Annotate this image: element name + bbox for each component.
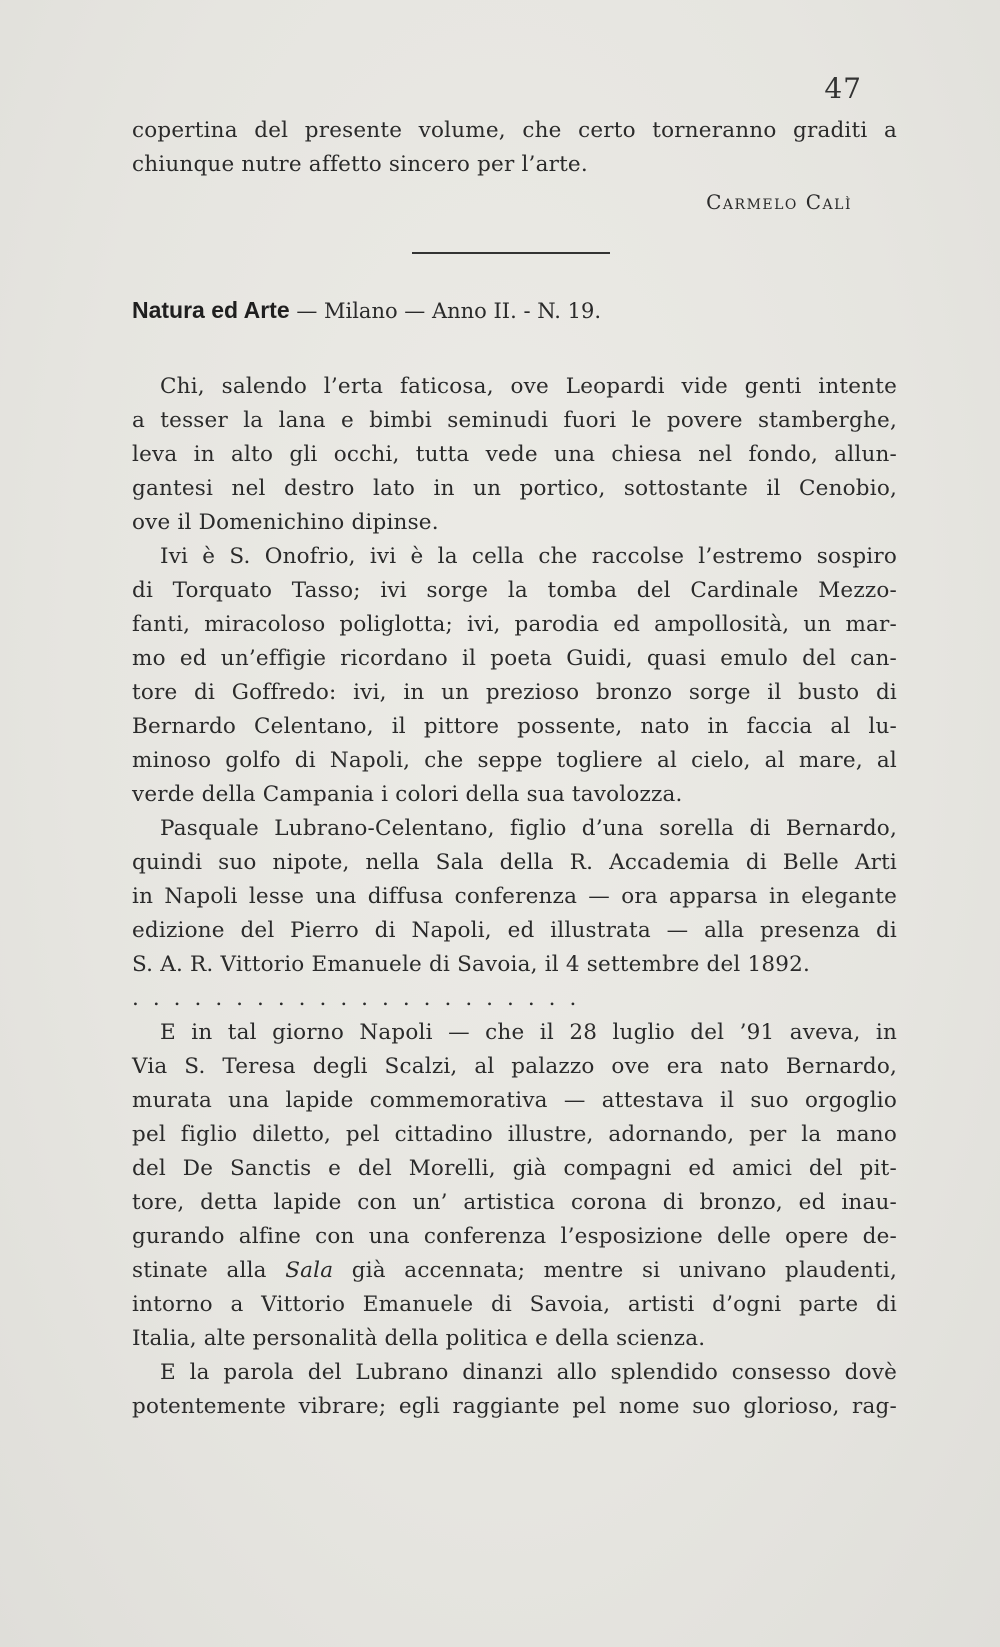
- line-segment: stinate alla: [132, 1258, 286, 1283]
- author-signature: Carmelo Calì: [706, 190, 852, 214]
- paragraph-line: ove il Domenichino dipinse.: [132, 510, 439, 535]
- paragraph-line: mo ed un’effigie ricordano il poeta Guidi, quasi emulo del can-: [132, 646, 897, 671]
- paragraph-line: intorno a Vittorio Emanuele di Savoia, artisti d’ogni parte di: [132, 1292, 897, 1317]
- intro-line: chiunque nutre affetto sincero per l’arte.: [132, 152, 588, 177]
- paragraph-line: tore, detta lapide con un’ artistica corona di bronzo, ed inau-: [132, 1190, 897, 1215]
- paragraph-line: Bernardo Celentano, il pittore possente, nato in faccia al lu-: [132, 714, 897, 739]
- journal-title: Natura ed Arte: [132, 297, 290, 323]
- paragraph-line: quindi suo nipote, nella Sala della R. Accademia di Belle Arti: [132, 850, 897, 875]
- paragraph-line: fanti, miracoloso poliglotta; ivi, parodia ed ampollosità, un mar-: [132, 612, 897, 637]
- article-body: [132, 370, 897, 1424]
- paragraph-line: del De Sanctis e del Morelli, già compagni ed amici del pit-: [132, 1156, 897, 1181]
- paragraph-line: pel figlio diletto, pel cittadino illustre, adornando, per la mano: [132, 1122, 897, 1147]
- paragraph-line: gantesi nel destro lato in un portico, sottostante il Cenobio,: [132, 476, 897, 501]
- journal-details: — Milano — Anno II. - N. 19.: [289, 299, 601, 323]
- paragraph-line: Italia, alte personalità della politica e della scienza.: [132, 1326, 706, 1351]
- intro-text: [132, 114, 897, 182]
- ellipsis-separator: ......................: [132, 986, 591, 1011]
- paragraph-line: leva in alto gli occhi, tutta vede una chiesa nel fondo, allun-: [132, 442, 897, 467]
- paragraph-line: in Napoli lesse una diffusa conferenza — ora apparsa in elegante: [132, 884, 897, 909]
- paragraph-line: S. A. R. Vittorio Emanuele di Savoia, il 4 settembre del 1892.: [132, 952, 811, 977]
- paragraph-line: murata una lapide commemorativa — attestava il suo orgoglio: [132, 1088, 897, 1113]
- section-divider: [412, 252, 610, 254]
- paragraph-line: verde della Campania i colori della sua tavolozza.: [132, 782, 683, 807]
- paragraph-line: gurando alfine con una conferenza l’esposizione delle opere de-: [132, 1224, 897, 1249]
- paragraph-line: Chi, salendo l’erta faticosa, ove Leopardi vide genti intente: [160, 374, 897, 399]
- paragraph-line: Ivi è S. Onofrio, ivi è la cella che raccolse l’estremo sospiro: [160, 544, 897, 569]
- paragraph-line: tore di Goffredo: ivi, in un prezioso bronzo sorge il busto di: [132, 680, 897, 705]
- paragraph-line: di Torquato Tasso; ivi sorge la tomba del Cardinale Mezzo-: [132, 578, 897, 603]
- source-citation: [132, 297, 601, 324]
- intro-line: copertina del presente volume, che certo torneranno graditi a: [132, 118, 897, 143]
- paragraph-line: edizione del Pierro di Napoli, ed illustrata — alla presenza di: [132, 918, 897, 943]
- paragraph-line: potentemente vibrare; egli raggiante pel nome suo glorioso, rag-: [132, 1394, 897, 1419]
- paragraph-line: Pasquale Lubrano-Celentano, figlio d’una sorella di Bernardo,: [160, 816, 897, 841]
- line-segment: già accennata; mentre si univano plaudenti,: [333, 1258, 897, 1283]
- paragraph-line: minoso golfo di Napoli, che seppe togliere al cielo, al mare, al: [132, 748, 897, 773]
- paragraph-line: E in tal giorno Napoli — che il 28 luglio del ’91 aveva, in: [160, 1020, 897, 1045]
- paragraph-line: E la parola del Lubrano dinanzi allo splendido consesso dovè: [160, 1360, 897, 1385]
- paragraph-line: a tesser la lana e bimbi seminudi fuori le povere stamberghe,: [132, 408, 897, 433]
- italic-term: Sala: [285, 1258, 334, 1283]
- paragraph-line: Via S. Teresa degli Scalzi, al palazzo ove era nato Bernardo,: [132, 1054, 897, 1079]
- page-number: 47: [824, 72, 862, 105]
- paragraph-line: [132, 1254, 897, 1288]
